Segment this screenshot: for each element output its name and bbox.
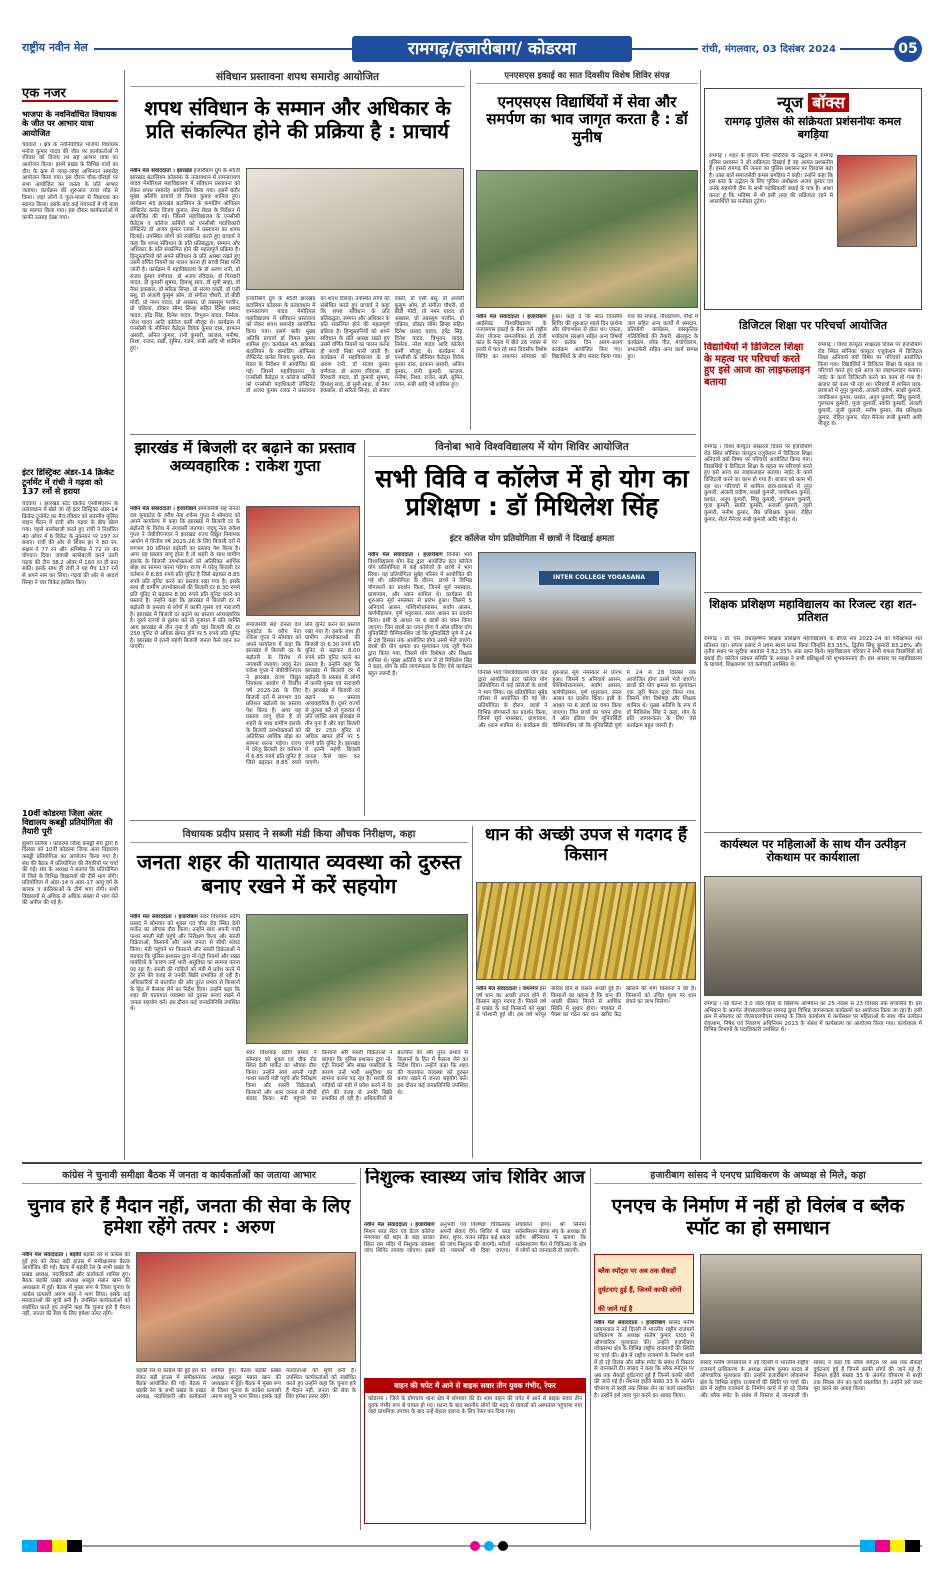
story-digital [704,318,922,588]
story10-kicker: हजारीबाग सांसद ने एनएच प्राधिकरण के अध्यक्ष से मिले, कहा [594,1168,922,1184]
story5-body: सदर विधायक प्रदीप प्रसाद ने सोमवार को शुक्ल एवं चौक रोड स्थित डेली मार्केट का औचक दौरा किया। उन्होंने स्वयं अपनी गाड़ी पत्थर सब्जी मंडी पहुंचे और निरीक्षण किया और सब्जी विक्रेताओं, किसानों और आम जनता से सीधी संवाद किया। मंडी पहुंचने पर किसानों और सब्जी विक्रेताओं ने ब्यापार कि पुलिस प्रशासन द्वारा नो-एंट्री नियमों और सख्त पाबंदियों के कारण उन्हें भारी असुविधा का सामना करना पड़ रहा है। सब्जी की गाड़ियों को मंडी में प्रवेश करने में देर होने की वजह से उनकी बिक्री प्रभावित हो रही है। अधिकारियों से बातचीत की और तुरंत प्रभाव से किसानों के हित में फैसला लेने का निर्देश दिया। उन्होंने कहा कि शहर की यातायात व्यवस्था को दुरुस्त बनाए रखने में जनता सहयोग करें। इस दौरान कई जनप्रतिनिधि उपस्थित थे। [130,914,240,1013]
place-date: रांची, मंगलवार, 03 दिसंबर 2024 [698,41,840,55]
color-bar-left [22,1540,82,1552]
story-nh [594,1168,922,1528]
story10-photo [700,1254,922,1354]
story8-headline: चुनाव हारे हैं मैदान नहीं, जनता की सेवा के लिए हमेशा रहेंगे तत्पर : अरुण [27,1196,351,1239]
story-paddy [476,826,696,1158]
accident-callout-headline: वाहन की चपेट में आने से बाइक सवार तीन युवक गंभीर, रेफर [365,1379,585,1393]
row-rule [22,1162,922,1164]
story-yoga [368,440,696,816]
story-digital-text: रामगढ़ । विश्व कंप्यूटर साक्षरता दिवस पर हजारीबाग रोड स्थित सोनिका कंप्यूटर एजुकेशन में डिजिटल शिक्षा अनिवार्य क्यों विषय पर परिचर्चा आयोजित किया गया। विद्यार्थियों ने डिजिटल शिक्षा के महत्व पर परिचर्चा करते हुए इसे आज का लाइफलाइन बताया। नाईट के कार्य डिजिटली करने का काम हो गया है। बाजार को काम भी रहा था। परिचर्चा में शामिल छात्र-छात्राओं में नूपुर कुमारी, अंजली प्रवीण, साक्षी कुमारी, जयकिशन कुमार, प्रशांत, अनूप कुमारी, सिंधु कुमारी, गुलफाम कुमारी, पूजा कुमारी, स्वाति कुमारी, अंजली कुमारी, जूली कुमारी, मनीष कुमार, लैब प्रशिक्षक कुमार, रोहित कुमार, सेंटर मैनेजर रूबी कुमारी आदि मौजूद थे। [704,444,812,523]
story5-headline: जनता शहर की यातायात व्यवस्था को दुरुस्त बनाए रखने में करें सहयोग [137,851,461,898]
story-training-headline: शिक्षक प्रशिक्षण महाविद्यालय का रिजल्ट रहा शत-प्रतिशत [709,598,917,625]
story1-text-b: हजारीबाग ग्रुप के 45वीं झारखंड बटालियन कोडरमा के तत्वावधान में रामनारायण यादव मेमोरियल महाविद्यालय में संविधान प्रस्तावना को लेकर शपथ समारोह आयोजित किया गया। इसमें बतौर मुख्य अतिथि प्राचार्य डॉ विमल कुमार शामिल हुए। कार्यक्रम 45 झारखंड बटालियन के कमांडिंग ऑफिसर लेफ्टिनेंट कर्नल विजय कुमार, सेना मेडल के निर्देशन में आयोजित की गई। जिसमें महाविद्यालय के एनसीसी कैडेट्स व कॉलेज कर्मियों को एनसीसी पदाधिकारी लेफ्टिनेंट डॉ अजय कुमार रजक ने प्रस्तावना का शपथ दिलाई। उपस्थित लोगों को संबोधित करते हुए प्राचार्य ने कहा कि शपथ संविधान के प्रति प्रतिबद्धता, सम्मान और अधिकार के प्रति संकल्पित होने की महत्वपूर्ण प्रक्रिया है। हिन्दुस्तानियों को अपने संविधान के प्रति आस्था रखते हुए उसमें वर्णित नियमों का पालन करना ही सच्ची निष्ठा मानी जाती है। कार्यक्रम में महाविद्यालय के डॉ अरुण रानी, डॉ संजय कुमार वर्णवाल, डॉ अजय रविदास, डॉ गिरधारी यादव, डॉ कुमारी सुषमा, हिमांशु साव, डॉ सुमी साहा, डॉ नैयर इकबाल, डॉ सरिता सिन्हा, प्रो संजय वक्ती, डॉ एसी बसु, डॉ अंजली कुसुम ओम, डॉ संगीता चौधरी, डॉ बीडी मोदी, प्रो नमन यादव, प्रो अब्बास, प्रो तबस्सुम परवीन, प्रो चक्रिया, डॉक्टर सीमा सिन्हा सहित दिनेश प्रसाद यादव, हरेंद्र सिंह, दिनेश यादव, त्रिभुवन यादव, निर्मला, नरेश यादव आदि कॉलेज कर्मी मौजूद थे। कार्यक्रम में एनसीसी के सीनियर कैडेट्स विवेक कुमार दास, इरफान अंसारी, अनिल कुमार, रानी कुमारी, काजल, मनीषा, निशा, राजन, सन्नी, सुमित, रंजन, रूबी आदि भी शामिल हुए। [246,296,464,395]
row-rule [704,592,922,593]
story9-headline: निशुल्क स्वास्थ्य जांच शिविर आज [365,1168,585,1188]
reg-dot [470,1541,480,1551]
story4-banner: INTER COLLEGE YOGASANA [539,571,659,585]
story10-text-a [594,1320,694,1522]
reg-dot [498,1541,508,1551]
story1-body: हजारीबाग ग्रुप के 45वीं झारखंड बटालियन कोडरमा के तत्वावधान में रामनारायण यादव मेमोरियल महाविद्यालय में संविधान प्रस्तावना को लेकर शपथ समारोह आयोजित किया गया। इसमें बतौर मुख्य अतिथि प्राचार्य डॉ विमल कुमार शामिल हुए। कार्यक्रम 45 झारखंड बटालियन के कमांडिंग ऑफिसर लेफ्टिनेंट कर्नल विजय कुमार, सेना मेडल के निर्देशन में आयोजित की गई। जिसमें महाविद्यालय के एनसीसी कैडेट्स व कॉलेज कर्मियों को एनसीसी पदाधिकारी लेफ्टिनेंट डॉ अजय कुमार रजक ने प्रस्तावना का शपथ दिलाई। उपस्थित लोगों को संबोधित करते हुए प्राचार्य ने कहा कि शपथ संविधान के प्रति प्रतिबद्धता, सम्मान और अधिकार के प्रति संकल्पित होने की महत्वपूर्ण प्रक्रिया है। हिन्दुस्तानियों को अपने संविधान के प्रति आस्था रखते हुए उसमें वर्णित नियमों का पालन करना ही सच्ची निष्ठा मानी जाती है। कार्यक्रम में महाविद्यालय के डॉ अरुण रानी, डॉ संजय कुमार वर्णवाल, डॉ अजय रविदास, डॉ गिरधारी यादव, डॉ कुमारी सुषमा, हिमांशु साव, डॉ सुमी साहा, डॉ नैयर इकबाल, डॉ सरिता सिन्हा, प्रो संजय वक्ती, डॉ एसी बसु, डॉ अंजली कुसुम ओम, डॉ संगीता चौधरी, डॉ बीडी मोदी, प्रो नमन यादव, प्रो अब्बास, प्रो तबस्सुम परवीन, प्रो चक्रिया, डॉक्टर सीमा सिन्हा सहित दिनेश प्रसाद यादव, हरेंद्र सिंह, दिनेश यादव, त्रिभुवन यादव, निर्मला, नरेश यादव आदि कॉलेज कर्मी मौजूद थे। कार्यक्रम में एनसीसी के सीनियर कैडेट्स विवेक कुमार दास, इरफान अंसारी, अनिल कुमार, रानी कुमारी, काजल, मनीषा, निशा, राजन, सन्नी, सुमित, रंजन, रूबी आदि भी शामिल हुए। [130,168,240,353]
story2-headline: एनएसएस विद्यार्थियों में सेवा और समर्पण का भाव जागृत करता है : डॉ मुनीष [486,94,688,146]
story10-headline: एनएच के निर्माण में नहीं हो विलंब व ब्लैक स्पॉट का हो समाधान [611,1196,905,1239]
story-nss [476,70,698,430]
column-rule [470,70,471,430]
news-box-title-red: बॉक्स [808,93,849,112]
story-digital-text-b: रामगढ़ । विश्व कंप्यूटर साक्षरता दिवस पर हजारीबाग रोड स्थित सोनिका कंप्यूटर एजुकेशन में डिजिटल शिक्षा अनिवार्य क्यों विषय पर परिचर्चा आयोजित किया गया। विद्यार्थियों ने डिजिटल शिक्षा के महत्व पर परिचर्चा करते हुए इसे आज का लाइफलाइन बताया। नाईट के कार्य डिजिटली करने का काम हो गया है। बाजार को काम भी रहा था। परिचर्चा में शामिल छात्र-छात्राओं में नूपुर कुमारी, अंजली प्रवीण, साक्षी कुमारी, जयकिशन कुमार, प्रशांत, अनूप कुमारी, सिंधु कुमारी, गुलफाम कुमारी, पूजा कुमारी, स्वाति कुमारी, अंजली कुमारी, जूली कुमारी, मनीष कुमार, लैब प्रशिक्षक कुमार, रोहित कुमार, सेंटर मैनेजर रूबी कुमारी आदि मौजूद थे। [818,342,922,428]
story8-kicker: कांग्रेस ने चुनावी समीक्षा बैठक में जनता व कार्यकर्ताओं का जताया आभार [22,1168,356,1184]
story4-text-b: विनोबा भावे विश्वविद्यालय योग केंद्र द्वारा आयोजित इंटर कॉलेज योग प्रतियोगिता में कई कॉलेजों के छात्रों ने भाग लिया। यह प्रतियोगिता सुबेह परिसर में आयोजित की गई थी। प्रतियोगिता के दौरान, छात्रों ने विभिन्न योगासनों का प्रदर्शन किया, जिनमें सूर्य नमस्कार, प्राणायाम, और ध्यान शामिल थे। कार्यक्रम की शुरुआत सूर्य नमस्कार से प्रारंभ हुआ। जिसमें 5 अनिवार्य आसन, पश्चिमोत्तानासन, सर्वांग आसन, कर्णपीड़ासन, पूर्ण धनुरासन, सरल आसन का प्रदर्शन किया। इसी के आधार पर 6 छात्रों का चयन किया जाएगा। जिन छात्रों का चयन होगा वे ऑल इंडिया योग यूनिवर्सिटी चैम्पियनशिप जो कि यूनिवर्सिटी पुणे में 24 से 28 दिसंबर तक आयोजित होगा उसमें भेजे जाएंगे। छात्रों की योग क्षमता का मूल्यांकन एक जूरी पैनल द्वारा किया गया, जिसमें योग विशेषज्ञ और शिक्षक शामिल थे। मुख्य अतिथि के रूप में डॉ मिथिलेश सिंह ने कहा, योग के प्रति जागरूकता के लिए ऐसे कार्यक्रम बहुत जरूरी हैं। [478,670,696,729]
story9-text [364,1222,586,1372]
story6-byline: नवीन मेल संवाददाता । जयनगर [476,986,538,992]
story3-byline: नवीन मेल संवाददाता । हजारीबाग [130,506,197,512]
story6-body: इस वर्ष धान का अच्छी उपज होने से किसान बहुत गदगद हैं। पिछले वर्ष से प्रखंड के कई किसानों को सूखा से परेशानी हुई थी। इस वर्ष भरपूर बारिश होने से फसल अच्छी हुई है। किसानों का कहना है कि धान की अच्छी कीमत मिलने से आर्थिक स्थिति में सुधार होगा। पंचायत में पैक्स का गठन कर धान खरीद केंद्र खोलने की मांग किसानों ने की है। किसानों को उचित मूल्य पर धान बेचने का लाभ मिलेगा। [476,986,696,1019]
story-training-text: रामगढ़ । डॉ. एस. राधाकृष्णन शिक्षक प्रशिक्षण महाविद्यालय के बीएड सत्र 2022-24 का परीक्षाफल शत प्रतिशत रहा। सपना प्रसाद ने प्रथम स्थान प्राप्त किया जिन्होंने 83.35%, द्वितीय सिंधु कुमारी 83.28% और तृतीय स्थान पर सुदीपा अग्रवाल ने 82.35% अंक प्राप्त किये। महाविद्यालय परिवार ने सभी सफल विद्यार्थियों को बधाई दी। कॉलेज प्रबंधन समिति के अध्यक्ष ने सभी प्रशिक्षुओं को शुभकामनाएं दी। इस अवसर पर महाविद्यालय के प्राचार्य, शिक्षकगण एवं कर्मचारी उपस्थित थे। [704,636,922,669]
story1-photo [246,168,464,290]
story3-body: समाजसेवी सह जनता दल यूनाइटेड के वरीय नेता राकेश गुप्ता ने सोमवार को अपने कार्यालय में कहा कि झारखंड में बिजली दर के बढ़ोतरी के विरोध में नगवासी जताया। जदयू नेता राकेश गुप्ता ने जेबीवीएनएल ने झारखंड राज्य विद्युत नियामक आयोग में वित्तीय वर्ष 2025-26 के लिए बिजली दरों में लगभग 30 प्रतिशत बढ़ोतरी का प्रस्ताव पेश किया है। अगर यह प्रस्ताव लागू होता है तो शहरी के साथ ग्रामीण इलाके के बिजली उपभोक्ताओं को अतिरिक्त आर्थिक बोझ का सामना करना पड़ेगा। राज्य में घरेलू बिजली दर वर्तमान में 6.85 रुपये प्रति यूनिट है जिसे बढ़ाकर 8.85 रुपये प्रति यूनिट करने का प्रस्ताव रखा गया है। इसके साथ ही ग्रामीण उपभोक्ताओं की बिजली दर 6.30 रुपये प्रति यूनिट से बढ़ाकर 8.00 रुपये प्रति यूनिट करने का प्रस्ताव है। उन्होंने कहा कि झारखंड में बिजली दर में बढ़ोतरी के प्रस्ताव से लोगों में काफी गुस्सा एवं नाराजगी है। झारखंड में बिजली दर बढ़ाने का प्रस्ताव अव्यवहारिक है। दूसरे राज्यों से तुलना करें तो गुजरात में प्रति व्यक्ति आय झारखंड से तीन गुना है और वहां बिजली की दर 250 यूनिट से अधिक खपत होने पर 5 रुपये प्रति यूनिट है। झारखंड में इतनी महंगी बिजली जनता कैसे वहन कर पाएगी। [130,506,240,651]
story4-photo [478,552,696,664]
story-digital-kicker: डिजिटल शिक्षा पर परिचर्चा आयोजित [738,319,888,332]
column-rule [472,826,473,1158]
story3-text-a [130,506,240,812]
reg-dot [484,1541,494,1551]
story7-photo [704,876,922,996]
column-rule [590,1168,591,1530]
left-column [22,82,118,1157]
column-rule [124,70,125,1160]
story6-text [476,986,696,1156]
brief1-headline: भाजपा के नवनिर्वाचित विधायक के जीत पर आभार यात्रा आयोजित [22,110,117,138]
story2-byline: नवीन मेल संवाददाता । हजारीबाग [476,314,547,320]
story4-body: विनोबा भावे विश्वविद्यालय योग केंद्र द्वारा आयोजित इंटर कॉलेज योग प्रतियोगिता में कई कॉलेजों के छात्रों ने भाग लिया। यह प्रतियोगिता सुबेह परिसर में आयोजित की गई थी। प्रतियोगिता के दौरान, छात्रों ने विभिन्न योगासनों का प्रदर्शन किया, जिनमें सूर्य नमस्कार, प्राणायाम, और ध्यान शामिल थे। कार्यक्रम की शुरुआत सूर्य नमस्कार से प्रारंभ हुआ। जिसमें 5 अनिवार्य आसन, पश्चिमोत्तानासन, सर्वांग आसन, कर्णपीड़ासन, पूर्ण धनुरासन, सरल आसन का प्रदर्शन किया। इसी के आधार पर 6 छात्रों का चयन किया जाएगा। जिन छात्रों का चयन होगा वे ऑल इंडिया योग यूनिवर्सिटी चैम्पियनशिप जो कि यूनिवर्सिटी पुणे में 24 से 28 दिसंबर तक आयोजित होगा उसमें भेजे जाएंगे। छात्रों की योग क्षमता का मूल्यांकन एक जूरी पैनल द्वारा किया गया, जिसमें योग विशेषज्ञ और शिक्षक शामिल थे। मुख्य अतिथि के रूप में डॉ मिथिलेश सिंह ने कहा, योग के प्रति जागरूकता के लिए ऐसे कार्यक्रम बहुत जरूरी हैं। [368,552,472,677]
story4-byline: नवीन मेल संवाददाता । हजारीबाग [368,552,443,558]
story4-subhead: इंटर कॉलेज योग प्रतियोगिता में छात्रों ने दिखाई क्षमता [449,534,615,544]
story5-text-a [130,914,240,1154]
story-training [704,598,922,828]
story-workplace [704,838,922,1160]
story8-text-b: बड़की रेल से कांग्रेस की हुई हार को लेकर बड़ी हाउस में समीक्षात्मक बैठक आयोजित की गई। बैठक में बड़की रेल के सभी प्रखंड के प्रखंड अध्यक्ष, पदाधिकारी और कार्यकर्ता शामिल हुए। बैठक बड़की प्रखंड अध्यक्ष अब्दुल मन्नान खान की अध्यक्षता में हुई। बैठक में मुख्य रूप से जिला चुनाव के कांग्रेस प्रत्याशी अरुण साहू ने भाग लिया। इसके कई मतदाताओं की सूची बनी है। उपस्थित कार्यकर्ताओं को संबोधित करते हुए उन्होंने कहा कि चुनाव हारे हैं मैदान नहीं, जनता की सेवा के लिए हमेशा तत्पर रहेंगे। [136,1368,356,1401]
story6-headline: धान की अच्छी उपज से गदगद हैं किसान [484,826,688,865]
nh-callout-text: ब्लैक स्पॉट्स पर अब तक सैकड़ों दुर्घटनाएं हुई हैं, जिनमें काफी लोगों की जानें गई है [598,1267,682,1313]
color-bar-right [860,1540,920,1552]
story6-photo [476,882,696,980]
story2-body: आईसेक्ट विश्वविद्यालय के एनएसएस इकाई के बैनर तले राष्ट्रीय सेवा योजना समन्वयिका डॉ रोजी कांत के नेतृत्व में बीते 26 नवंबर से हरली में चल रहे सात दिवसीय विशेष शिविर का समापन सोमवार को हुआ। कहा दें कि सात दिवसीय शिविर की शुरुआत पहले दिन प्रार्थना और योगाभ्यास से होता था। एकता, पर्यावरण संरक्षण सहित अन्य विषयों पर प्रत्येक दिन अलग-अलग कार्यक्रम आयोजित किए गए। विद्यार्थियों के बीच संवाद किया गया। गांव की सफाई, पौधारोपण, पौधों में जल सहित अन्य कार्यों में श्रमदान, प्रतियोगी कार्यक्रम, सांस्कृतिक गतिविधियों की तैयारी, खेलकूद के कार्यक्रम, लोक गीत, मंचोच्चारण, प्रभातफेरी सहित अन्य कार्य सम्पन्न हुए। [476,314,698,360]
masthead [22,36,922,62]
news-box-photo [837,155,917,247]
row-rule [130,820,696,821]
story5-photo [246,914,468,1044]
brief3-text: झुमरी तिलैया । कोडरमा जिला कबड्डी संघ द्वारा 6 दिसंबर को 10वीं कोडरमा जिला अंतर विद्यालय कबड्डी प्रतियोगिता का आयोजन किया गया है। संघ की बैठक में प्रतियोगिता की तैयारियों पर चर्चा की गई। संघ के अध्यक्ष ने बताया कि प्रतियोगिता में जिले के विभिन्न विद्यालयों की टीमें भाग लेंगी। प्रतियोगिता में अंडर-14 व अंडर-17 आयु वर्ग के बालक व बालिकाओं के टीमें भाग लेंगी। सभी विद्यालयों से अधिक से अधिक संख्या में भाग लेने की अपील की गई है। [22,840,118,907]
story3-photo [246,506,360,616]
story-constitution [130,70,465,430]
story-traffic [130,826,468,1158]
story5-text-b: सदर विधायक प्रदीप प्रसाद ने सोमवार को शुक्ल एवं चौक रोड स्थित डेली मार्केट का औचक दौरा किया। उन्होंने स्वयं अपनी गाड़ी पत्थर सब्जी मंडी पहुंचे और निरीक्षण किया और सब्जी विक्रेताओं, किसानों और आम जनता से सीधी संवाद किया। मंडी पहुंचने पर किसानों और सब्जी विक्रेताओं ने ब्यापार कि पुलिस प्रशासन द्वारा नो-एंट्री नियमों और सख्त पाबंदियों के कारण उन्हें भारी असुविधा का सामना करना पड़ रहा है। सब्जी की गाड़ियों को मंडी में प्रवेश करने में देर होने की वजह से उनकी बिक्री प्रभावित हो रही है। अधिकारियों से बातचीत की और तुरंत प्रभाव से किसानों के हित में फैसला लेने का निर्देश दिया। उन्होंने कहा कि शहर की यातायात व्यवस्था को दुरुस्त बनाए रखने में जनता सहयोग करें। इस दौरान कई जनप्रतिनिधि उपस्थित थे। [246,1050,468,1103]
page-number: 05 [894,36,922,62]
story7-text: रामगढ़ । नई चेतना 3.0 जेंडर हिंसा के खिलाफ अभियान का 25 नवंबर से 23 दिसंबर तक संचालित है। इस अभियान के अंतर्गत जेएसएलपीएस रामगढ़ द्वारा विभिन्न जागरूकता कार्यक्रमों का आयोजन किया जा रहा है। इसी क्रम में सोमवार को जेएसएलपीएस रामगढ़ के जिला कार्यालय में कार्यस्थल पर महिलाओं के साथ यौन उत्पीड़न रोकथाम, निषेध एवं निवारण अधिनियम 2013 के संबंध में कार्यशाला का आयोजन किया गया। कार्यशाला में विभिन्न विभागों के पदाधिकारी उपस्थित थे। [704,1001,922,1034]
column-rule [360,1168,361,1530]
story2-photo [476,170,698,308]
brief1-text: चंदवारा । क्षेत्र के नवनिर्वाचित भाजपा विधायक मनोज कुमार यादव की जीत पर कार्यकर्ताओं ने रविवार को विजय रथ सह आभार यात्रा का आयोजन किया। इसमें प्रखंड के विभिन्न गांवों का दौरा के क्रम में जगह-जगह अभिनंदन समारोह आयोजन किया गया। इस दौरान चौक-चौराहों पर सभा आयोजित कर जनता के प्रति आभार जताया। कार्यक्रम की शुरुआत उरवां मोड़ से किया। जहां लोगों ने फूल-माला से विधायक का स्वागत किया। इसके बाद कई पंचायतों में भी यात्रा का स्वागत किया गया। इस दौरान कार्यकर्ताओं में काफी उत्साह देखा गया। [22,142,118,221]
news-box [704,88,922,310]
story9-byline: नवीन मेल संवाददाता । हजारीबाग [364,1222,435,1228]
story1-headline: शपथ संविधान के सम्मान और अधिकार के प्रति संकल्पित होने की प्रक्रिया है : प्राचार्य [144,97,451,143]
story8-text-a [22,1252,130,1522]
story8-body: बड़की रेल से कांग्रेस की हुई हार को लेकर बड़ी हाउस में समीक्षात्मक बैठक आयोजित की गई। बैठक में बड़की रेल के सभी प्रखंड के प्रखंड अध्यक्ष, पदाधिकारी और कार्यकर्ता शामिल हुए। बैठक बड़की प्रखंड अध्यक्ष अब्दुल मन्नान खान की अध्यक्षता में हुई। बैठक में मुख्य रूप से जिला चुनाव के कांग्रेस प्रत्याशी अरुण साहू ने भाग लिया। इसके कई मतदाताओं की सूची बनी है। उपस्थित कार्यकर्ताओं को संबोधित करते हुए उन्होंने कहा कि चुनाव हारे हैं मैदान नहीं, जनता की सेवा के लिए हमेशा तत्पर रहेंगे। [22,1252,130,1318]
story10-byline: नवीन मेल संवाददाता । हजारीबाग [594,1320,666,1326]
story8-byline: नवीन मेल संवाददाता । बड़की [22,1252,82,1258]
news-box-text: रामगढ़ । शहर के होटल वेन्या प्लेटेरिया के उद्घाटन में रामगढ़ पुलिस प्रशासन ने जो सक्रियता दिखाई है वह अत्यंत प्रशंसनीय है। इससे रामगढ़ की जनता का पुलिस प्रशासन पर विश्वास बढ़ा है। उक्त बातें समाजसेवी कमल बगड़िया ने कही। उन्होंने कहा कि इस कांड के उद्भेदन के लिए पुलिस अधीक्षक अजय कुमार एवं उनके सहयोगी टीम के सभी पदाधिकारी बधाई के पात्र हैं। आशा करता हूं कि भविष्य में भी इसी तरह की सक्रियता रहने से अपराधियों का मनोबल टूटेगा। [709,153,833,206]
paper-name: राष्ट्रीय नवीन मेल [22,40,94,55]
story4-headline: सभी विवि व कॉलेज में हो योग का प्रशिक्षण : डॉ मिथिलेश सिंह [375,465,689,521]
column-rule [700,70,701,1160]
story2-kicker: एनएसएस इकाई का सात दिवसीय विशेष शिविर संपन्न [476,70,698,84]
story8-photo [136,1252,356,1362]
brief2-headline: इंटर डिस्ट्रिक्ट अंडर-14 क्रिकेट टूर्नामेंट में रांची ने गढ़वा को 137 रनों से हराया [22,468,115,497]
column-rule [364,440,365,816]
news-box-title-black: न्यूज [777,93,804,112]
story3-text-b: समाजसेवी सह जनता दल यूनाइटेड के वरीय नेता राकेश गुप्ता ने सोमवार को अपने कार्यालय में कहा कि झारखंड में बिजली दर के बढ़ोतरी के विरोध में नगवासी जताया। जदयू नेता राकेश गुप्ता ने जेबीवीएनएल ने झारखंड राज्य विद्युत नियामक आयोग में वित्तीय वर्ष 2025-26 के लिए बिजली दरों में लगभग 30 प्रतिशत बढ़ोतरी का प्रस्ताव पेश किया है। अगर यह प्रस्ताव लागू होता है तो शहरी के साथ ग्रामीण इलाके के बिजली उपभोक्ताओं को अतिरिक्त आर्थिक बोझ का सामना करना पड़ेगा। राज्य में घरेलू बिजली दर वर्तमान में 6.85 रुपये प्रति यूनिट है जिसे बढ़ाकर 8.85 रुपये प्रति यूनिट करने का प्रस्ताव रखा गया है। इसके साथ ही ग्रामीण उपभोक्ताओं की बिजली दर 6.30 रुपये प्रति यूनिट से बढ़ाकर 8.00 रुपये प्रति यूनिट करने का प्रस्ताव है। उन्होंने कहा कि झारखंड में बिजली दर में बढ़ोतरी के प्रस्ताव से लोगों में काफी गुस्सा एवं नाराजगी है। झारखंड में बिजली दर बढ़ाने का प्रस्ताव अव्यवहारिक है। दूसरे राज्यों से तुलना करें तो गुजरात में प्रति व्यक्ति आय झारखंड से तीन गुना है और वहां बिजली की दर 250 यूनिट से अधिक खपत होने पर 5 रुपये प्रति यूनिट है। झारखंड में इतनी महंगी बिजली जनता कैसे वहन कर पाएगी। [246,622,360,767]
story-health [364,1168,586,1528]
nh-callout [594,1254,694,1314]
brief3-headline: 10वीं कोडरमा जिला अंतर विद्यालय कबड्डी प्रतियोगिता की तैयारी पूरी [22,808,113,837]
story7-headline: कार्यस्थल पर महिलाओं के साथ यौन उत्पीड़न रोकथाम पर कार्यशाला [720,838,906,865]
story-digital-headline: विद्यार्थियों ने डिजिटल शिक्षा के महत्व पर परिचर्चा करते हुए इसे आज का लाइफलाइन बताया [704,342,811,388]
story1-byline: नवीन मेल संवाददाता । झारखंड [130,168,192,174]
story2-text [476,314,698,428]
accident-callout-text: कोडरमा । जिले के डोमचांच थाना क्षेत्र में सोमवार की देर शाम वाहन की चपेट में आने से बाइक सवार तीन युवक गंभीर रूप से घायल हो गए। घटना के बाद स्थानीय लोगों की मदद से घायलों को अस्पताल पहुंचाया गया जहां प्राथमिक उपचार के बाद उन्हें बेहतर इलाज के लिए रेफर कर दिया गया। [368,1396,582,1416]
registration-strip [22,1540,922,1552]
ek-nazar-heading [22,82,118,102]
section-title: रामगढ़/हजारीबाग/ कोडरमा [352,36,632,62]
story5-kicker: विधायक प्रदीप प्रसाद ने सब्जी मंडी किया औचक निरीक्षण, कहा [130,826,468,843]
row-rule [130,434,696,435]
story10-body: सांसद मनीष जायसवाल ने नई दिल्ली में भारतीय राष्ट्रीय राजमार्ग प्राधिकरण के अध्यक्ष संतोष कुमार यादव से औपचारिक मुलाकात की। उन्होंने हजारीबाग लोकसभा क्षेत्र के विभिन्न राष्ट्रीय राजमार्गों की स्थिति पर चर्चा की। क्षेत्र में राष्ट्रीय राजमार्ग के निर्माण कार्य में हो रहे विलंब और ब्लैक स्पॉट के संबंध में विस्तार से जानकारी दी। सांसद ने कहा कि ब्लैक स्पॉट्स पर अब तक सैकड़ों दुर्घटनाएं हुई हैं जिनमें काफी लोगों की जानें गई हैं। नेशनल हाईवे संख्या 33 के अंतर्गत चौपारण से बरही तक सिक्स लेन का कार्य प्रस्तावित है। उन्होंने इसे जल्द पूरा करने का आग्रह किया। [594,1320,694,1399]
story1-text-a [130,168,240,426]
story4-kicker: विनोबा भावे विश्वविद्यालय में योग शिविर आयोजित [368,440,696,457]
accident-callout [364,1378,586,1524]
row-rule [704,832,922,833]
brief2-text: चंदवारा । झारखंड स्टेट क्रिकेट एसोसिएशन के तत्वावधान में खेले जा रहे इंटर डिस्ट्रिक्ट अंडर-14 क्रिकेट टूर्नामेंट का मैच रविवार को सवानीय पुलिस लाइन मैदान में रांची और गढ़वा के बीच खेला गया। पहले बल्लेबाजी करते हुए रांची ने निर्धारित 40 ओवर में 6 विकेट के नुकसान पर 297 रन बनाए। रांची की ओर से शिवम झा ने 80 रन, सक्षम ने 77 रन और अभिषेक ने 72 रन का योगदान दिया। जवाबी बल्लेबाजी करने उतरी गढ़वा की टीम 38.2 ओवर में 160 रन ही बना सकी। इसके साथ ही रांची ने यह मैच 137 रनों से अपने नाम कर लिया। गढ़वा की ओर से आदर्श सिन्हा ने चार विकेट हासिल किए। [22,500,118,586]
story-electricity [130,440,360,816]
story1-kicker: संविधान प्रस्तावना शपथ समारोह आयोजित [130,70,465,87]
ek-nazar-label: एक नजर [22,86,66,101]
news-box-title [705,91,921,113]
story3-headline: झारखंड में बिजली दर बढ़ाने का प्रस्ताव अव्यवहारिक : राकेश गुप्ता [134,440,356,475]
story10-text-b: सांसद मनीष जायसवाल ने नई दिल्ली में भारतीय राष्ट्रीय राजमार्ग प्राधिकरण के अध्यक्ष संतोष कुमार यादव से औपचारिक मुलाकात की। उन्होंने हजारीबाग लोकसभा क्षेत्र के विभिन्न राष्ट्रीय राजमार्गों की स्थिति पर चर्चा की। क्षेत्र में राष्ट्रीय राजमार्ग के निर्माण कार्य में हो रहे विलंब और ब्लैक स्पॉट के संबंध में विस्तार से जानकारी दी। सांसद ने कहा कि ब्लैक स्पॉट्स पर अब तक सैकड़ों दुर्घटनाएं हुई हैं जिनमें काफी लोगों की जानें गई हैं। नेशनल हाईवे संख्या 33 के अंतर्गत चौपारण से बरही तक सिक्स लेन का कार्य प्रस्तावित है। उन्होंने इसे जल्द पूरा करने का आग्रह किया। [700,1360,922,1399]
news-box-headline: रामगढ़ पुलिस की सक्रियता प्रशंसनीयः कमल बगड़िया [724,116,902,141]
story-congress [22,1168,356,1528]
story5-byline: नवीन मेल संवाददाता । हजारीबाग [130,914,198,920]
story9-body: मिशन ब्लड सेंटर एवं डेंटल कॉलेज मंगलवार को शहर के बड़ा बाजार स्थित राम मंदिर में निशुल्क स्वास्थ्य जांच शिविर लगाया जाएगा। इसमें अनुभवी एवं विशेषज्ञ चिकित्सक अपनी सेवाएं देंगे। शिविर में ब्लड प्रेशर, शुगर, वजन सहित कई प्रकार की जांच निशुल्क की जाएगी। मरीजों को परामर्श भी दिया जाएगा। संचालित होगा। श्री सिनेमा सर्वसमिशन सेवक संघ के अध्यक्ष डॉ प्रदीप श्रीनिवास ने बताया कि सर्वसाधारण कैंप में चिकित्सा के क्षेत्र में लोगों को जानकारी दी जाएगी। [364,1222,586,1255]
story4-text-a [368,552,472,812]
